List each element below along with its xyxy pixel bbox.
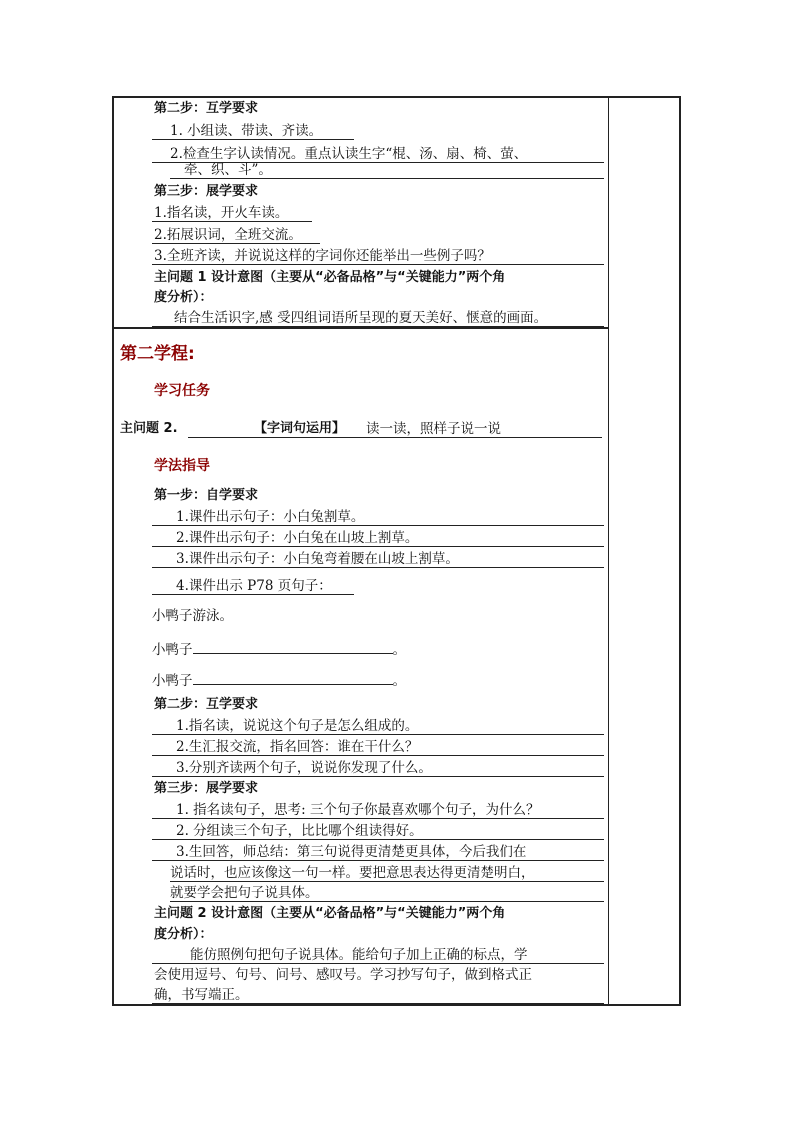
column-divider <box>608 98 609 1004</box>
duck-prefix: 小鸭子 <box>152 642 193 658</box>
step3b-item: 3.生回答，师总结：第三句说得更清楚更具体，今后我们在 <box>176 844 527 860</box>
design2-text: 能仿照例句把句子说具体。能给句子加上正确的标点，学 <box>190 947 528 963</box>
step3-item: 2.拓展识词，全班交流。 <box>154 227 302 243</box>
design2-title-cont: 度分析）： <box>154 927 213 942</box>
duck-blank-2 <box>152 672 406 689</box>
step1-item: 1.课件出示句子：小白兔割草。 <box>176 509 365 525</box>
step2b-title: 第二步：互学要求 <box>154 697 259 712</box>
step2-title: 第二步：互学要求 <box>154 101 259 116</box>
q2-text: 读一读，照样子说一说 <box>366 421 501 437</box>
step3b-item: 2. 分组读三个句子，比比哪个组读得好。 <box>176 823 423 839</box>
step1-title: 第一步：自学要求 <box>154 488 259 503</box>
step2-item: 2.检查生字认读情况。重点认读生字“棍、汤、扇、椅、萤、 <box>170 146 528 162</box>
step2-item: 牵、织、斗”。 <box>184 162 272 178</box>
design1-text: 结合生活识字,感 受四组词语所呈现的夏天美好、惬意的画面。 <box>174 310 548 326</box>
step1-item: 3.课件出示句子：小白兔弯着腰在山坡上割草。 <box>176 551 459 567</box>
step3b-item: 1. 指名读句子，思考: 三个句子你最喜欢哪个句子，为什么？ <box>176 802 540 818</box>
q2-bracket: 【字词句运用】 <box>254 421 346 436</box>
step1-item: 2.课件出示句子：小白兔在山坡上割草。 <box>176 530 419 546</box>
task-heading: 学习任务 <box>154 383 210 399</box>
blank-line <box>193 641 393 654</box>
step3-item: 1.指名读，开火车读。 <box>154 205 289 221</box>
duck-blank-1 <box>152 641 406 658</box>
step3-item: 3.全班齐读，并说说这样的字词你还能举出一些例子吗？ <box>154 248 491 264</box>
step2b-item: 1.指名读，说说这个句子是怎么组成的。 <box>176 718 419 734</box>
step2-item: 1. 小组读、带读、齐读。 <box>170 123 323 139</box>
section-heading: 第二学程: <box>120 344 195 364</box>
design2-text: 会使用逗号、句号、问号、感叹号。学习抄写句子，做到格式正 <box>154 967 532 983</box>
blank-line <box>193 672 393 685</box>
row-divider <box>114 327 608 329</box>
step3-title: 第三步：展学要求 <box>154 184 259 199</box>
step2b-item: 3.分别齐读两个句子，说说你发现了什么。 <box>176 760 432 776</box>
lesson-table <box>112 96 681 1006</box>
design2-title: 主问题 2 设计意图（主要从“必备品格”与“关键能力”两个角 <box>154 906 506 921</box>
step1-item: 4.课件出示 P78 页句子： <box>176 578 332 594</box>
duck-suffix: 。 <box>392 642 406 658</box>
step3b-item: 就要学会把句子说具体。 <box>170 885 319 901</box>
q2-prefix: 主问题 2. <box>120 421 178 436</box>
design1-title-cont: 度分析）： <box>154 290 213 305</box>
step3b-title: 第三步：展学要求 <box>154 781 259 796</box>
design2-text: 确，书写端正。 <box>154 987 249 1003</box>
method-heading: 学法指导 <box>154 458 210 474</box>
step2b-item: 2.生汇报交流，指名回答：谁在干什么？ <box>176 739 419 755</box>
design1-title: 主问题 1 设计意图（主要从“必备品格”与“关键能力”两个角 <box>154 270 506 285</box>
duck-prefix: 小鸭子 <box>152 673 193 689</box>
duck-suffix: 。 <box>392 673 406 689</box>
duck-sentence: 小鸭子游泳。 <box>152 608 233 624</box>
step3b-item: 说话时，也应该像这一句一样。要把意思表达得更清楚明白， <box>170 865 535 881</box>
